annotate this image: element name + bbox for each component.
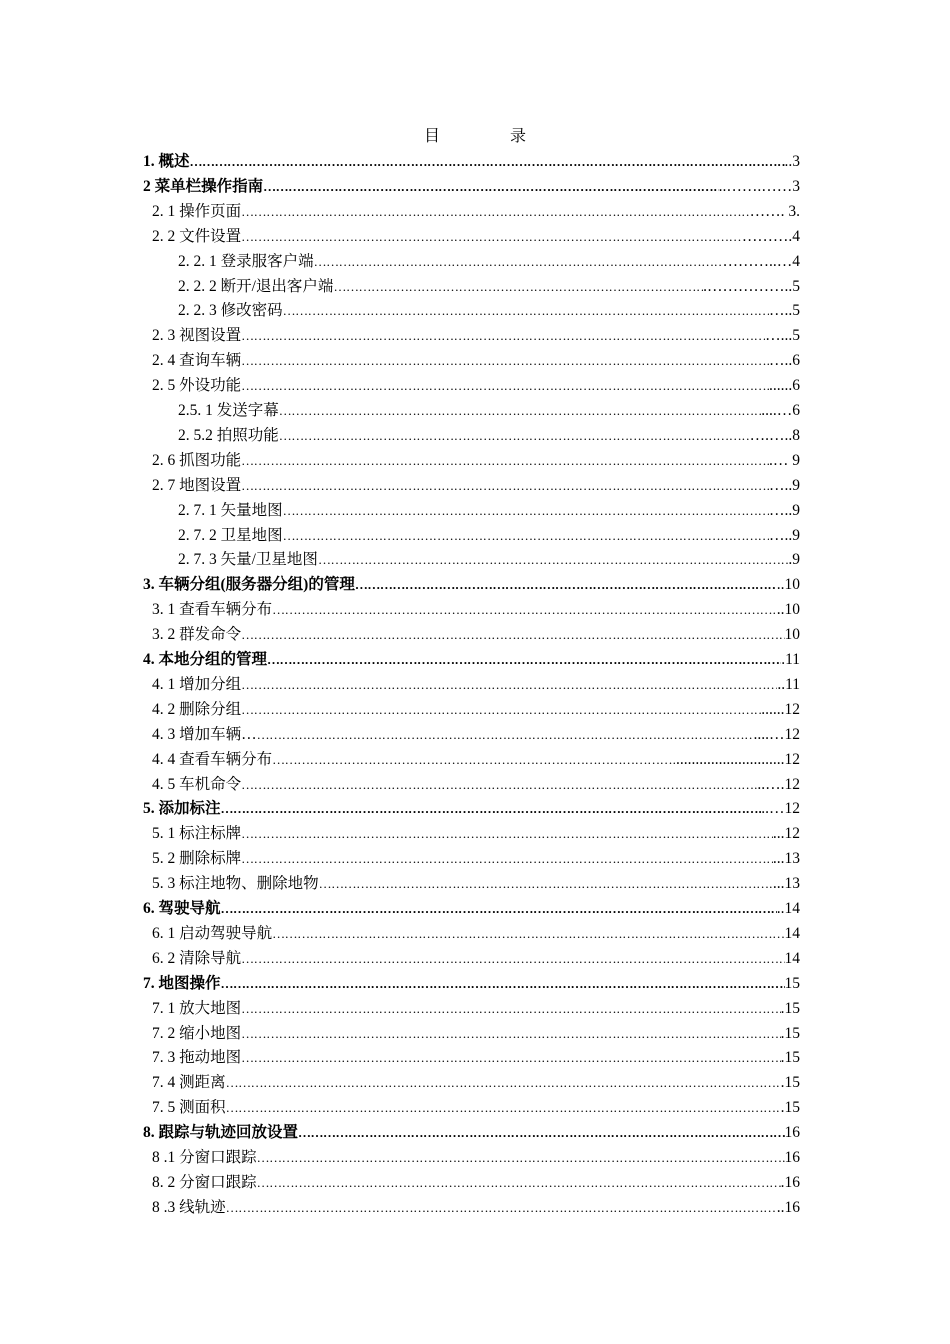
toc-entry[interactable]	[152, 449, 800, 473]
toc-entry-label: 2. 6 抓图功能	[152, 452, 242, 469]
toc-entry-page-number: ..…12	[761, 800, 800, 817]
toc-entry[interactable]	[152, 822, 800, 846]
toc-dot-leader	[319, 872, 773, 896]
toc-entry[interactable]	[152, 225, 800, 249]
toc-entry-label: 8. 跟踪与轨迹回放设置	[143, 1124, 299, 1141]
toc-dot-leader	[226, 1196, 777, 1220]
toc-dot-leader	[355, 573, 777, 597]
toc-entry-page-number: ..16	[776, 1199, 800, 1216]
toc-entry-page-number: 16	[784, 1124, 800, 1141]
toc-dot-leader	[272, 922, 784, 946]
toc-entry[interactable]	[152, 922, 800, 946]
toc-dot-leader	[298, 1121, 784, 1145]
toc-entry-label: 8 .1 分窗口跟踪	[152, 1149, 257, 1166]
toc-dot-leader	[267, 648, 781, 672]
toc-entry[interactable]	[143, 972, 800, 996]
toc-entry[interactable]	[152, 324, 800, 348]
toc-entry-label: 2. 7. 1 矢量地图	[178, 502, 283, 519]
toc-entry-page-number: ..10	[776, 576, 800, 593]
toc-entry-label: 2. 5 外设功能	[152, 377, 242, 394]
toc-entry[interactable]	[178, 524, 800, 548]
toc-entry[interactable]	[178, 299, 800, 323]
toc-entry-page-number: …..9	[769, 502, 800, 519]
toc-entry-page-number: ..…….……3	[718, 178, 800, 195]
toc-entry[interactable]	[143, 648, 800, 672]
toc-entry-page-number: ….…..8	[749, 427, 800, 444]
toc-entry-label: 7. 5 测面积	[152, 1099, 226, 1116]
toc-entry-page-number: .15	[780, 1049, 800, 1066]
toc-entry[interactable]	[178, 275, 800, 299]
toc-entry-label: 2. 2. 1 登录服客户端	[178, 253, 314, 270]
toc-entry-page-number: …..9	[769, 477, 800, 494]
toc-dot-leader	[241, 947, 784, 971]
toc-entry-label: 8. 2 分窗口跟踪	[152, 1174, 257, 1191]
toc-entry-page-number: ……….4	[741, 228, 800, 245]
toc-entry-label: 7. 1 放大地图	[152, 1000, 242, 1017]
toc-entry-label: 7. 3 拖动地图	[152, 1049, 242, 1066]
toc-entry-label: 5. 添加标注	[143, 800, 221, 817]
toc-entry-label: 4. 3 增加车辆…	[152, 726, 257, 743]
toc-entry-page-number: ...12	[772, 825, 800, 842]
toc-entry[interactable]	[152, 623, 800, 647]
toc-dot-leader	[226, 1096, 781, 1120]
toc-dot-leader	[241, 349, 769, 373]
toc-entry-page-number: ..10	[776, 601, 800, 618]
toc-dot-leader	[241, 1022, 780, 1046]
toc-entry-label: 7. 4 测距离	[152, 1074, 226, 1091]
toc-entry-page-number: .9	[788, 551, 800, 568]
toc-entry-page-number: .……………..5	[703, 278, 800, 295]
toc-entry[interactable]	[152, 1046, 800, 1070]
toc-dot-leader	[241, 225, 742, 249]
toc-entry-label: 6. 驾驶导航	[143, 900, 221, 917]
toc-dot-leader	[283, 499, 769, 523]
toc-entry[interactable]	[178, 499, 800, 523]
toc-title	[0, 127, 950, 147]
toc-dot-leader	[241, 822, 773, 846]
toc-entry[interactable]	[152, 474, 800, 498]
toc-entry-label: 4. 1 增加分组	[152, 676, 242, 693]
toc-entry-page-number: ……. 3.	[749, 203, 800, 220]
toc-entry[interactable]	[178, 424, 800, 448]
toc-dot-leader	[241, 474, 769, 498]
toc-entry[interactable]	[152, 847, 800, 871]
toc-entry[interactable]	[143, 150, 800, 174]
toc-entry-page-number: ....…6	[761, 402, 800, 419]
toc-entry-label: 4. 2 删除分组	[152, 701, 242, 718]
toc-entry[interactable]	[152, 1071, 800, 1095]
toc-dot-leader	[283, 299, 769, 323]
toc-entry[interactable]	[152, 1146, 800, 1170]
toc-entry-page-number: 16	[784, 1149, 800, 1166]
toc-dot-leader	[283, 524, 769, 548]
toc-entry-page-number: ......6	[769, 377, 800, 394]
toc-entry[interactable]	[152, 997, 800, 1021]
toc-dot-leader	[257, 1171, 781, 1195]
toc-entry[interactable]	[152, 723, 800, 747]
toc-dot-leader	[221, 897, 777, 921]
toc-entry-label: 4. 本地分组的管理	[143, 651, 268, 668]
toc-entry-page-number: …...5	[765, 327, 800, 344]
toc-entry-page-number: ...13	[772, 875, 800, 892]
toc-entry-page-number: .11	[781, 651, 800, 668]
toc-entry[interactable]	[152, 1022, 800, 1046]
toc-entry-label: 6. 2 清除导航	[152, 950, 242, 967]
toc-entry[interactable]	[143, 897, 800, 921]
toc-entry[interactable]	[152, 748, 800, 772]
toc-dot-leader	[333, 275, 703, 299]
toc-entry-page-number: …..9	[769, 527, 800, 544]
toc-entry-page-number: 14	[784, 950, 800, 967]
toc-entry[interactable]	[178, 399, 800, 423]
toc-entry-page-number: …..6	[769, 352, 800, 369]
toc-dot-leader	[241, 449, 769, 473]
toc-entry[interactable]	[152, 698, 800, 722]
toc-dot-leader	[241, 698, 761, 722]
toc-entry-page-number: ………..…4	[722, 253, 800, 270]
toc-entry[interactable]	[152, 374, 800, 398]
toc-entry[interactable]	[152, 349, 800, 373]
toc-entry-label: 8 .3 线轨迹	[152, 1199, 226, 1216]
toc-entry-label: 7. 2 缩小地图	[152, 1025, 242, 1042]
toc-dot-leader	[318, 548, 788, 572]
toc-entry-page-number: .15	[780, 1025, 800, 1042]
toc-dot-leader	[241, 673, 777, 697]
toc-entry-label: 2. 7. 2 卫星地图	[178, 527, 283, 544]
toc-entry-page-number: .16	[780, 1174, 800, 1191]
toc-entry-page-number: ...13	[772, 850, 800, 867]
toc-entry[interactable]	[152, 947, 800, 971]
toc-dot-leader	[221, 797, 762, 821]
toc-dot-leader	[279, 424, 750, 448]
toc-entry-label: 2. 7 地图设置	[152, 477, 242, 494]
toc-entry[interactable]	[152, 673, 800, 697]
toc-entry-page-number: ..14	[776, 900, 800, 917]
toc-entry-page-number: .15	[780, 1099, 800, 1116]
toc-entry-label: 2. 4 查询车辆	[152, 352, 242, 369]
toc-dot-leader	[257, 1146, 785, 1170]
toc-entry-page-number: 14	[784, 925, 800, 942]
toc-dot-leader	[241, 1046, 780, 1070]
toc-dot-leader	[257, 723, 754, 747]
toc-entry[interactable]	[152, 1096, 800, 1120]
toc-entry[interactable]	[143, 175, 800, 199]
toc-dot-leader	[279, 399, 761, 423]
toc-entry-page-number: .15	[780, 1000, 800, 1017]
toc-dot-leader	[221, 972, 785, 996]
toc-entry-label: 3. 车辆分组(服务器分组)的管理	[143, 576, 355, 593]
toc-entry[interactable]	[152, 773, 800, 797]
toc-entry[interactable]	[178, 250, 800, 274]
toc-entry-label: 3. 2 群发命令	[152, 626, 242, 643]
toc-entry-label: 2. 2 文件设置	[152, 228, 242, 245]
toc-entry-page-number: 15	[784, 975, 800, 992]
toc-dot-leader	[241, 200, 749, 224]
toc-entry-label: 2.5. 1 发送字幕	[178, 402, 279, 419]
toc-entry-page-number: ....…12	[753, 726, 800, 743]
toc-dot-leader	[241, 623, 784, 647]
toc-entry-label: 3. 1 查看车辆分布	[152, 601, 273, 618]
toc-entry-page-number: ..11	[777, 676, 800, 693]
toc-dot-leader	[241, 847, 773, 871]
toc-entry-label: 1. 概述	[143, 153, 190, 170]
toc-dot-leader	[226, 1071, 781, 1095]
toc-entry-label: 2. 7. 3 矢量/卫星地图	[178, 551, 318, 568]
toc-entry-label: 2. 5.2 拍照功能	[178, 427, 279, 444]
toc-entry-page-number: .… 9	[769, 452, 800, 469]
toc-dot-leader	[241, 374, 769, 398]
toc-entry-label: 2. 2. 3 修改密码	[178, 302, 283, 319]
toc-entry-label: 5. 1 标注标牌	[152, 825, 242, 842]
toc-dot-leader	[241, 773, 757, 797]
toc-entry-page-number: ............................12	[676, 751, 800, 768]
toc-entry-label: 6. 1 启动驾驶导航	[152, 925, 273, 942]
toc-entry[interactable]	[143, 1121, 800, 1145]
toc-dot-leader	[241, 997, 780, 1021]
toc-title-right: 录	[510, 128, 527, 145]
toc-entry[interactable]	[178, 548, 800, 572]
toc-entry-label: 5. 3 标注地物、删除地物	[152, 875, 319, 892]
toc-entry[interactable]	[152, 1196, 800, 1220]
toc-entry-page-number: 10	[784, 626, 800, 643]
toc-title-left: 目	[423, 128, 440, 145]
toc-entry-label: 2. 3 视图设置	[152, 327, 242, 344]
toc-entry-label: 7. 地图操作	[143, 975, 221, 992]
toc-entry[interactable]	[152, 1171, 800, 1195]
toc-entry-page-number: ......12	[761, 701, 800, 718]
toc-dot-leader	[263, 175, 718, 199]
toc-entry-page-number: ..3	[784, 153, 800, 170]
toc-entry-label: 5. 2 删除标牌	[152, 850, 242, 867]
toc-dot-leader	[241, 324, 765, 348]
toc-entry[interactable]	[152, 872, 800, 896]
toc-entry[interactable]	[152, 200, 800, 224]
toc-entry-page-number: .15	[780, 1074, 800, 1091]
toc-entry[interactable]	[143, 573, 800, 597]
toc-dot-leader	[314, 250, 723, 274]
toc-entry-label: 2. 1 操作页面	[152, 203, 242, 220]
toc-entry-label: 4. 5 车机命令	[152, 776, 242, 793]
toc-entry-label: 4. 4 查看车辆分布	[152, 751, 273, 768]
toc-dot-leader	[272, 598, 777, 622]
toc-entry[interactable]	[143, 797, 800, 821]
toc-dot-leader	[272, 748, 676, 772]
toc-entry-page-number: …..5	[769, 302, 800, 319]
toc-entry-label: 2 菜单栏操作指南	[143, 178, 264, 195]
toc-entry[interactable]	[152, 598, 800, 622]
toc-entry-label: 2. 2. 2 断开/退出客户端	[178, 278, 334, 295]
toc-entry-page-number: ..….12	[757, 776, 800, 793]
toc-dot-leader	[190, 150, 785, 174]
